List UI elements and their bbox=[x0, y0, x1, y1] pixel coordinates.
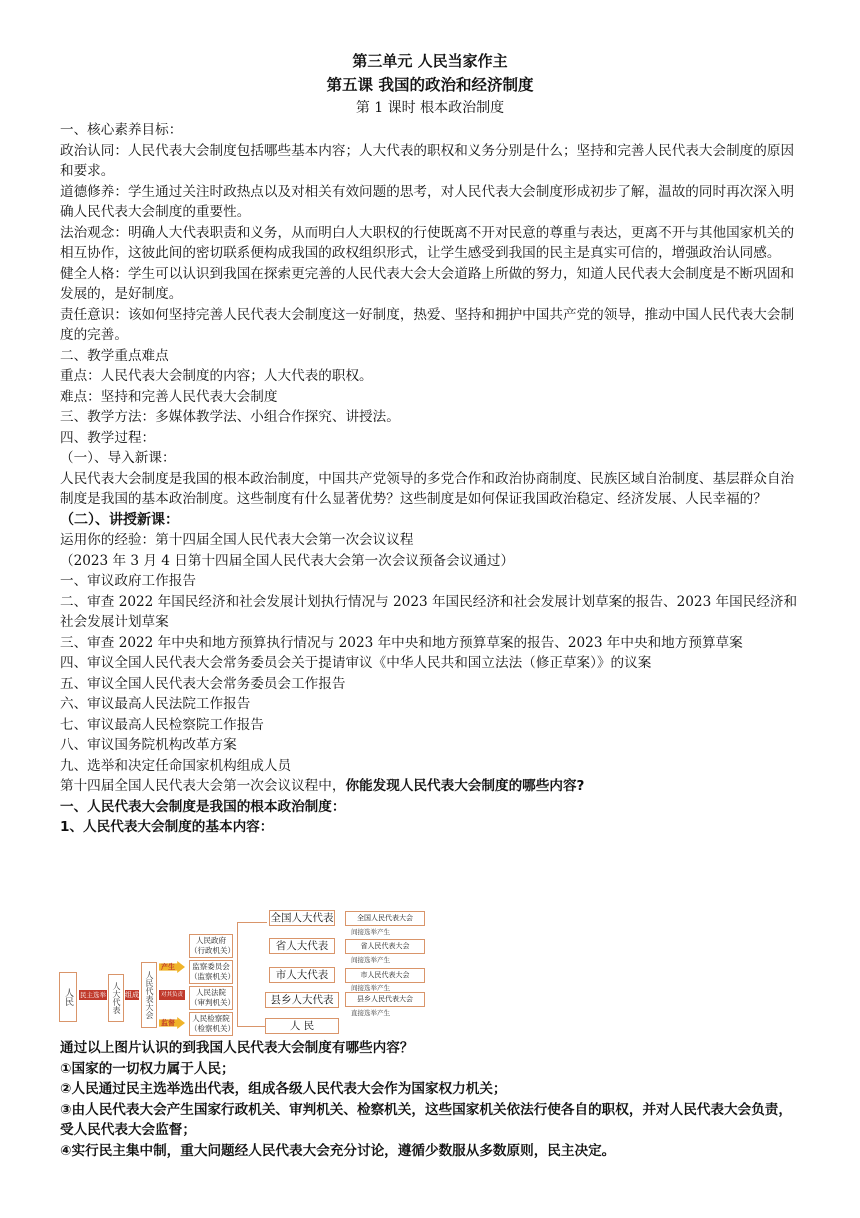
congress-city: 市人民代表大会 bbox=[345, 968, 425, 983]
agenda-item: 四、审议全国人民代表大会常务委员会关于提请审议《中华人民共和国立法法（修正草案）》的议案 bbox=[60, 655, 652, 671]
agenda-item: 七、审议最高人民检察院工作报告 bbox=[60, 716, 264, 733]
responsible-label: 对其负责 bbox=[160, 992, 183, 998]
paragraph: 健全人格：学生可以认识到我国在探索更完善的人民代表大会大会道路上所做的努力，知道人民代表大会制度是不断巩固和发展的，是好制度。 bbox=[60, 265, 795, 302]
answer-item: ③由人民代表大会产生国家行政机关、审判机关、检察机关，这些国家机关依法行使各自的职权，并对人民代表大会负责，受人民代表大会监督； bbox=[60, 1101, 792, 1138]
produce-label: 产生 bbox=[161, 963, 175, 971]
supervise-label: 监督 bbox=[161, 1019, 175, 1027]
npc-structure-diagram bbox=[57, 908, 437, 1036]
paragraph: 四、教学过程： bbox=[60, 429, 156, 446]
organ-government: 人民政府（行政机关） bbox=[189, 934, 233, 958]
section-heading: （二）、讲授新课： bbox=[60, 511, 179, 528]
organ-procuratorate: 人民检察院（检察机关） bbox=[189, 1012, 233, 1036]
paragraph: 责任意识：该如何坚持完善人民代表大会制度这一好制度，热爱、坚持和拥护中国共产党的领导，推动中国人民代表大会制度的完善。 bbox=[60, 306, 795, 343]
agenda-item: 九、选举和决定任命国家机构组成人员 bbox=[60, 757, 292, 774]
level-county: 县乡人大代表 bbox=[265, 992, 339, 1008]
agenda-question bbox=[60, 776, 805, 797]
document-body bbox=[60, 120, 805, 838]
agenda-item: 二、审查 2022 年国民经济和社会发展计划执行情况与 2023 年国民经济和社会发展计划草案的报告、2023 年国民经济和社会发展计划草案 bbox=[60, 593, 798, 630]
heading-1: 一、人民代表大会制度是我国的根本政治制度： bbox=[60, 798, 346, 815]
answer-item: ①国家的一切权力属于人民； bbox=[60, 1060, 235, 1077]
agenda-intro: 运用你的经验：第十四届全国人民代表大会第一次会议议程 bbox=[60, 532, 414, 548]
connector-line bbox=[237, 922, 267, 923]
congress-county: 县乡人民代表大会 bbox=[345, 992, 425, 1007]
agenda-note: （2023 年 3 月 4 日第十四届全国人民代表大会第一次会议预备会议通过） bbox=[60, 552, 515, 569]
indirect-election: 间接选举产生 bbox=[351, 984, 390, 992]
level-city: 市人大代表 bbox=[269, 967, 335, 983]
unit-title: 第三单元 人民当家作主 bbox=[352, 52, 508, 70]
organ-court: 人民法院（审判机关） bbox=[189, 986, 233, 1010]
paragraph: 政治认同：人民代表大会制度包括哪些基本内容；人大代表的职权和义务分别是什么；坚持和完善人民代表大会制度的原因和要求。 bbox=[60, 142, 795, 179]
period-title: 第 1 课时 根本政治制度 bbox=[355, 100, 505, 116]
paragraph: 难点：坚持和完善人民代表大会制度 bbox=[60, 388, 278, 405]
heading-2: 1、人民代表大会制度的基本内容： bbox=[60, 819, 274, 835]
level-province: 省人大代表 bbox=[269, 938, 335, 954]
compose-label: 组成 bbox=[125, 991, 139, 999]
democratic-election-label: 民主选举 bbox=[80, 991, 106, 999]
agenda-item: 六、审议最高人民法院工作报告 bbox=[60, 696, 251, 712]
paragraph: 法治观念：明确人大代表职责和义务，从而明白人大职权的行使既离不开对民意的尊重与表达，更离不开与其他国家机关的相互协作，这彼此间的密切联系便构成我国的政权组织形式，让学生感受到我国的民主是真实可信的，增强政治认同感。 bbox=[60, 224, 795, 261]
paragraph: 二、教学重点难点 bbox=[60, 347, 169, 364]
people-bottom: 人 民 bbox=[265, 1018, 339, 1034]
indirect-election: 间接选举产生 bbox=[351, 928, 390, 936]
answer-block bbox=[60, 1038, 805, 1161]
agenda-item: 一、审议政府工作报告 bbox=[60, 573, 196, 589]
reps-box: 人大代表 bbox=[108, 974, 124, 1022]
congress-box: 人民代表大会 bbox=[141, 962, 157, 1028]
agenda-item: 八、审议国务院机构改革方案 bbox=[60, 737, 237, 753]
lesson-title: 第五课 我国的政治和经济制度 bbox=[326, 76, 534, 94]
agenda-item: 三、审查 2022 年中央和地方预算执行情况与 2023 年中央和地方预算草案的报告、2023 年中央和地方预算草案 bbox=[60, 634, 743, 651]
connector-line bbox=[237, 922, 238, 1026]
paragraph: 道德修养：学生通过关注时政热点以及对相关有效问题的思考，对人民代表大会制度形成初步了解，温故的同时再次深入明确人民代表大会制度的重要性。 bbox=[60, 183, 795, 220]
people-box: 人民 bbox=[59, 972, 77, 1022]
answer-item: ④实行民主集中制，重大问题经人民代表大会充分讨论，遵循少数服从多数原则，民主决定。 bbox=[60, 1142, 616, 1159]
paragraph: 重点：人民代表大会制度的内容；人大代表的职权。 bbox=[60, 368, 373, 384]
paragraph: 一、核心素养目标： bbox=[60, 122, 183, 138]
agenda-question-plain: 第十四届全国人民代表大会第一次会议议程中， bbox=[60, 778, 346, 794]
agenda-item: 五、审议全国人民代表大会常务委员会工作报告 bbox=[60, 675, 346, 692]
level-national: 全国人大代表 bbox=[270, 912, 334, 924]
paragraph: 人民代表大会制度是我国的根本政治制度，中国共产党领导的多党合作和政治协商制度、民族区域自治制度、基层群众自治制度是我国的基本政治制度。这些制度有什么显著优势？这些制度是如何保证我国政治稳定、经济发展、人民幸福的？ bbox=[60, 470, 795, 507]
organ-supervision: 监察委员会（监察机关） bbox=[189, 960, 233, 984]
agenda-question-bold: 你能发现人民代表大会制度的哪些内容? bbox=[345, 778, 585, 794]
direct-election: 直接选举产生 bbox=[351, 1009, 390, 1017]
paragraph: （一）、导入新课： bbox=[60, 450, 176, 466]
connector-line bbox=[237, 1026, 265, 1027]
paragraph: 三、教学方法：多媒体教学法、小组合作探究、讲授法。 bbox=[60, 409, 400, 425]
question-2: 通过以上图片认识的到我国人民代表大会制度有哪些内容？ bbox=[60, 1040, 414, 1056]
indirect-election: 间接选举产生 bbox=[351, 956, 390, 964]
congress-province: 省人民代表大会 bbox=[345, 939, 425, 954]
answer-item: ②人民通过民主选举选出代表，组成各级人民代表大会作为国家权力机关； bbox=[60, 1081, 507, 1097]
congress-national: 全国人民代表大会 bbox=[345, 911, 425, 926]
